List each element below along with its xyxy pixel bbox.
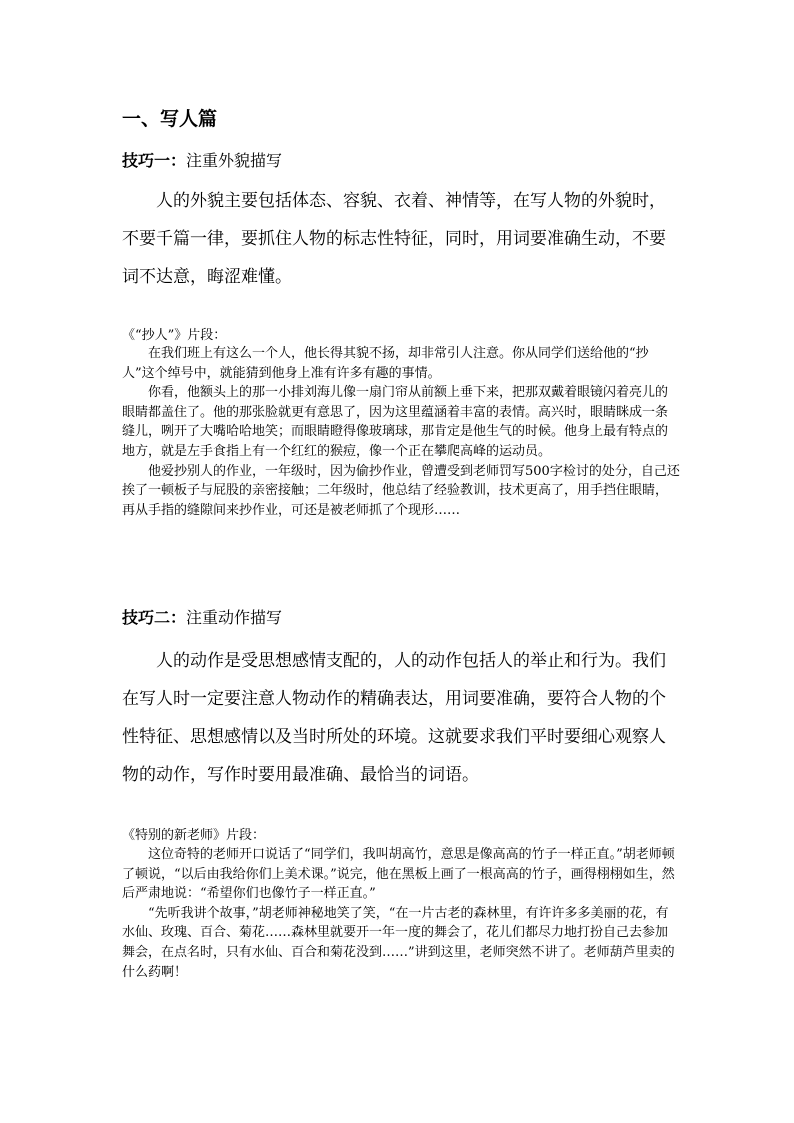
tip1-example-title: 《“抄人”》片段： (122, 328, 227, 343)
tip1-example (122, 344, 680, 520)
tip1-example-paragraph: 你看，他额头上的那一小排刘海儿像一扇门帘从前额上垂下来，把那双戴着眼镜闪着亮儿的眼睛都盖住了。他的那张脸就更有意思了，因为这里蕴涵着丰富的表情。高兴时，眼睛眯成一条缝儿，咧开了大嘴哈哈地笑；而眼睛瞪得像玻璃球，那肯定是他生气的时候。他身上最有特点的地方，就是左手食指上有一个红红的猴痘，像一个正在攀爬高峰的运动员。 (122, 385, 669, 459)
tip2-example (122, 845, 680, 982)
tip2-example-paragraph: 这位奇特的老师开口说话了“同学们，我叫胡高竹，意思是像高高的竹子一样正直。”胡老师顿了顿说，“以后由我给你们上美术课。”说完，他在黑板上画了一根高高的竹子，画得栩栩如生，然后严肃地说：“希望你们也像竹子一样正直。” (122, 847, 675, 902)
tip1-title: 注重外貌描写 (186, 151, 283, 170)
tip2-example-paragraph: “先听我讲个故事，”胡老师神秘地笑了笑，“在一片古老的森林里，有许许多多美丽的花，有水仙、玫瑰、百合、菊花……森林里就要开一年一度的舞会了，花儿们都尽力地打扮自己去参加舞会，在点名时，只有水仙、百合和菊花没到……”讲到这里，老师突然不讲了。老师葫芦里卖的什么药啊！ (122, 905, 675, 980)
tip1-label: 技巧一： (122, 151, 187, 170)
tip2-label: 技巧二： (122, 608, 187, 627)
tip2-example-title: 《特别的新老师》片段： (122, 828, 266, 843)
tip1-example-paragraph: 他爱抄别人的作业，一年级时，因为偷抄作业，曾遭受到老师罚写500字检讨的处分，自己还挨了一顿板子与屁股的亲密接触；二年级时，他总结了经验教训，技术更高了，用手挡住眼睛，再从手指的缝隙间来抄作业，可还是被老师抓了个现形…… (122, 463, 680, 518)
tip2-heading (122, 605, 794, 628)
section-title: 一、写人篇 (122, 108, 218, 130)
tip2-title: 注重动作描写 (186, 608, 283, 627)
tip1-example-paragraph: 在我们班上有这么一个人，他长得其貌不扬，却非常引人注意。你从同学们送给他的“抄人”这个绰号中，就能猜到他身上准有许多有趣的事情。 (122, 346, 649, 381)
tip2-intro: 人的动作是受思想感情支配的，人的动作包括人的举止和行为。我们在写人时一定要注意人物动作的精确表达，用词要准确，要符合人物的个性特征、思想感情以及当时所处的环境。这就要求我们平时要细心观察人物的动作，写作时要用最准确、最恰当的词语。 (122, 651, 666, 785)
tip1-intro: 人的外貌主要包括体态、容貌、衣着、神情等，在写人物的外貌时，不要千篇一律，要抓住人物的标志性特征，同时，用词要准确生动，不要词不达意，晦涩难懂。 (122, 191, 666, 287)
tip1-heading (122, 148, 794, 171)
